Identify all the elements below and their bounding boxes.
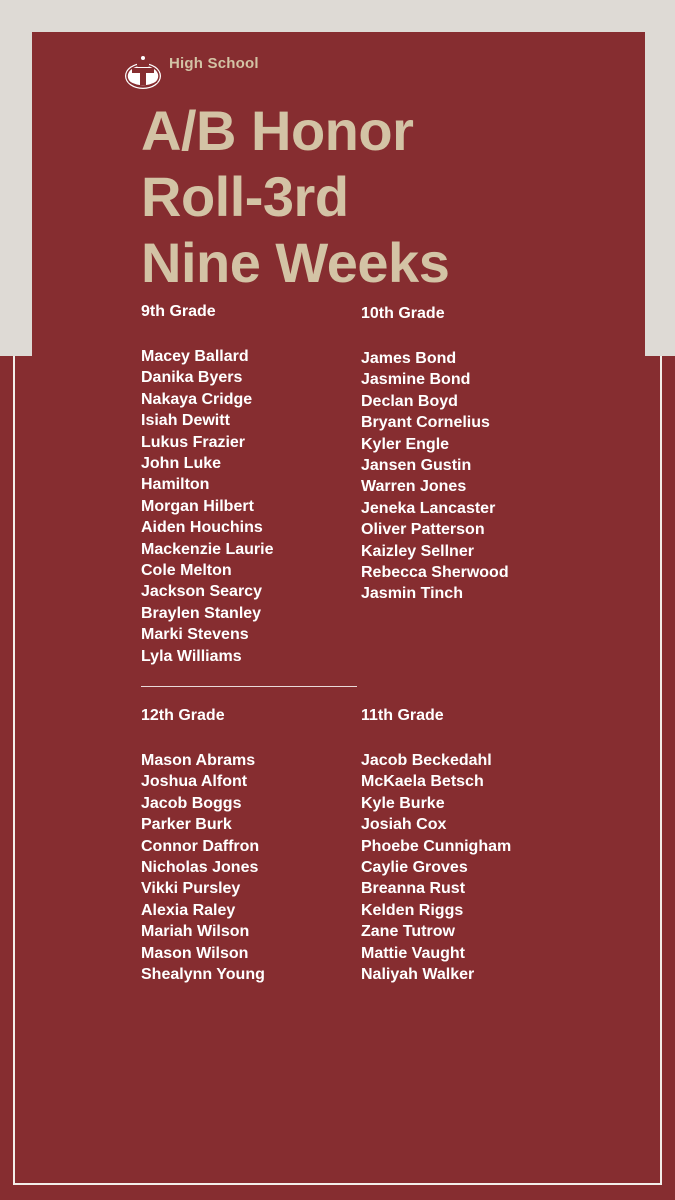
student-name: Kyle Burke: [361, 794, 445, 812]
student-name: Oliver Patterson: [361, 521, 485, 539]
student-name: Kyler Engle: [361, 435, 450, 453]
student-name: Danika Byers: [141, 369, 243, 387]
title-line-3: Nine Weeks: [141, 231, 450, 294]
student-name: Breanna Rust: [361, 880, 466, 898]
student-name: Mattie Vaught: [361, 944, 466, 962]
student-name: Nakaya Cridge: [141, 390, 253, 408]
title-line-2: Roll-3rd: [141, 165, 349, 228]
student-name: Hamilton: [141, 476, 210, 494]
student-name: Jeneka Lancaster: [361, 499, 496, 517]
student-name: Jackson Searcy: [141, 583, 262, 601]
grade-10-heading: 10th Grade: [361, 305, 445, 322]
student-name: Zane Tutrow: [361, 923, 455, 941]
student-name: Marki Stevens: [141, 626, 249, 644]
student-name: Jasmin Tinch: [361, 585, 463, 603]
grade-10-name-list: [361, 348, 509, 605]
student-name: Mason Wilson: [141, 944, 249, 962]
student-name: Shealynn Young: [141, 966, 265, 984]
grade-9-heading: 9th Grade: [141, 303, 216, 320]
student-name: Lyla Williams: [141, 647, 242, 665]
school-logo-icon: [123, 52, 163, 92]
grade-9-name-list: [141, 346, 274, 667]
student-name: Jansen Gustin: [361, 457, 472, 475]
student-name: Lukus Frazier: [141, 433, 246, 451]
student-name: Jasmine Bond: [361, 371, 471, 389]
student-name: Mason Abrams: [141, 752, 256, 769]
content-frame: [13, 356, 662, 1185]
grade-10-section: [361, 304, 509, 605]
student-name: Bryant Cornelius: [361, 414, 490, 432]
grade-12-name-list: [141, 750, 265, 985]
student-name: Caylie Groves: [361, 859, 468, 877]
grade-11-name-list: [361, 750, 511, 985]
student-name: Warren Jones: [361, 478, 467, 496]
student-name: Jacob Beckedahl: [361, 752, 492, 769]
page-title: [141, 98, 449, 296]
title-line-1: A/B Honor: [141, 99, 414, 162]
grade-12-heading: 12th Grade: [141, 707, 225, 724]
student-name: Cole Melton: [141, 562, 232, 580]
grade-9-section: [141, 302, 274, 667]
student-name: Kaizley Sellner: [361, 542, 474, 560]
student-name: Mackenzie Laurie: [141, 540, 274, 558]
school-name-label: High School: [169, 55, 259, 72]
student-name: Josiah Cox: [361, 816, 447, 834]
student-name: Joshua Alfont: [141, 773, 248, 791]
section-divider: [141, 686, 357, 687]
student-name: Mariah Wilson: [141, 923, 250, 941]
student-name: Macey Ballard: [141, 348, 249, 365]
student-name: Declan Boyd: [361, 392, 458, 410]
student-name: Isiah Dewitt: [141, 412, 230, 430]
student-name: Jacob Boggs: [141, 794, 242, 812]
grade-11-heading: 11th Grade: [361, 707, 444, 724]
student-name: Phoebe Cunnigham: [361, 837, 512, 855]
student-name: Nicholas Jones: [141, 859, 259, 877]
student-name: Morgan Hilbert: [141, 497, 254, 515]
student-name: Braylen Stanley: [141, 604, 262, 622]
student-name: Naliyah Walker: [361, 966, 475, 984]
student-name: Kelden Riggs: [361, 901, 464, 919]
grade-11-section: [361, 706, 511, 985]
student-name: Vikki Pursley: [141, 880, 241, 898]
student-name: Alexia Raley: [141, 901, 236, 919]
student-name: Aiden Houchins: [141, 519, 263, 537]
student-name: Parker Burk: [141, 816, 232, 834]
student-name: John Luke: [141, 455, 222, 473]
student-name: James Bond: [361, 350, 457, 367]
student-name: Connor Daffron: [141, 837, 260, 855]
student-name: Rebecca Sherwood: [361, 564, 509, 582]
student-name: McKaela Betsch: [361, 773, 484, 791]
grade-12-section: [141, 706, 265, 985]
